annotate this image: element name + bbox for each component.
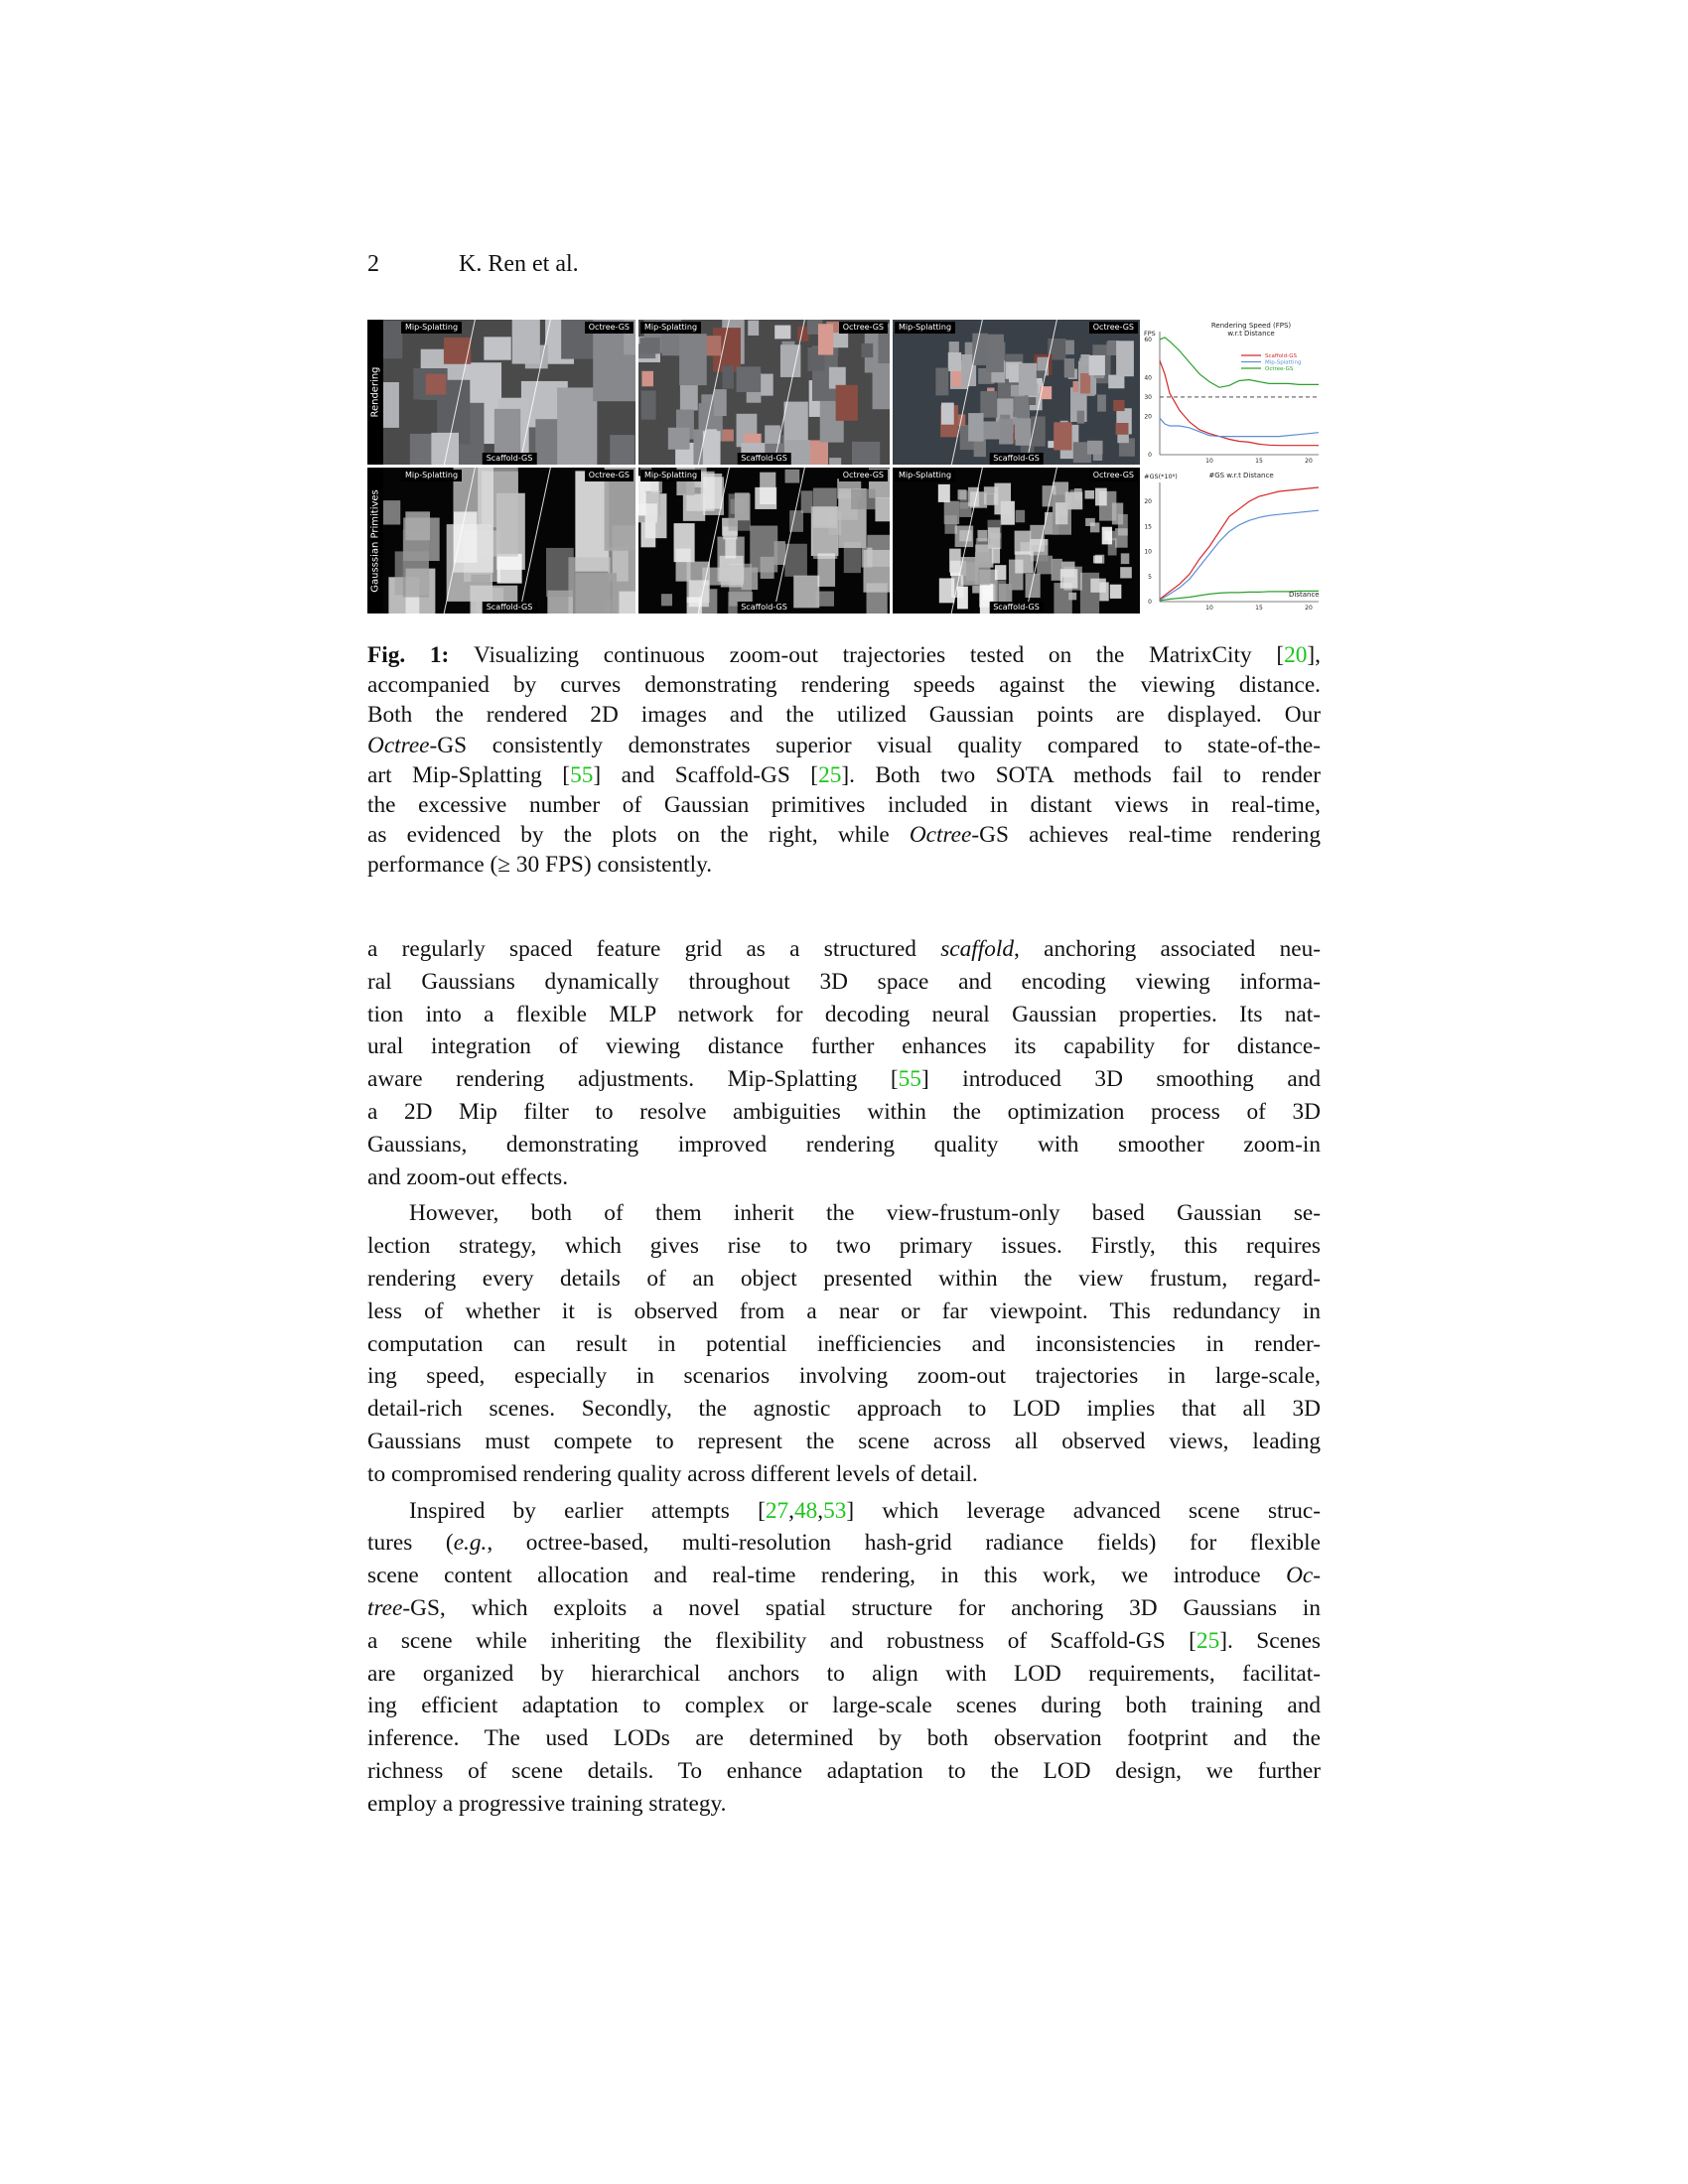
method-tag-scaffold-gs: Scaffold-GS: [737, 453, 791, 465]
text-line: a 2D Mip filter to resolve ambiguities within the optimization process of 3D: [367, 1098, 1321, 1125]
y-tick-label: 60: [1144, 336, 1152, 343]
text-line: Inspired by earlier attempts [27,48,53] which leverage advanced scene struc-: [409, 1497, 1322, 1524]
text-line: a scene while inheriting the flexibility and robustness of Scaffold-GS [25]. Scenes: [367, 1627, 1321, 1654]
running-head-authors: K. Ren et al.: [459, 251, 579, 277]
method-tag-scaffold-gs: Scaffold-GS: [483, 453, 537, 465]
text-line: employ a progressive training strategy.: [367, 1790, 727, 1817]
method-tag-octree-gs: Octree-GS: [1089, 322, 1138, 334]
text-line: a regularly spaced feature grid as a structured scaffold, anchoring associated neu-: [367, 936, 1321, 962]
figure-panel-rendering-far: [893, 320, 1140, 465]
method-tag-scaffold-gs: Scaffold-GS: [483, 602, 537, 614]
text-line: inference. The used LODs are determined by both observation footprint and the: [367, 1725, 1321, 1752]
body-text: [367, 933, 1321, 1825]
method-tag-mip-splatting: Mip-Splatting: [640, 322, 701, 334]
citation-link[interactable]: 48: [793, 1497, 818, 1524]
method-tag-mip-splatting: Mip-Splatting: [895, 322, 955, 334]
text-line: richness of scene details. To enhance adaptation to the LOD design, we further: [367, 1757, 1321, 1784]
figure-panel-primitives-far: [893, 468, 1140, 614]
y-tick-label: 30: [1144, 393, 1152, 401]
text-line: lection strategy, which gives rise to two primary issues. Firstly, this requires: [367, 1233, 1321, 1260]
text-line: scene content allocation and real-time rendering, in this work, we introduce Oc-: [367, 1563, 1321, 1589]
chart-title: Rendering Speed (FPS): [1210, 322, 1292, 330]
x-axis-label: Distance: [1289, 591, 1320, 599]
citation-link[interactable]: 25: [1196, 1627, 1220, 1654]
citation-link[interactable]: 53: [823, 1497, 847, 1524]
figure-panel-rendering-near: [383, 320, 635, 465]
method-tag-octree-gs: Octree-GS: [585, 322, 633, 334]
emphasis: e.g.: [453, 1530, 488, 1557]
text-line: performance (≥ 30 FPS) consistently.: [367, 852, 713, 879]
y-tick-label: 5: [1148, 573, 1152, 581]
text-line: ing efficient adaptation to complex or large-scale scenes during both training and: [367, 1693, 1321, 1719]
text-line: Octree-GS consistently demonstrates superior visual quality compared to state-of-the-: [367, 732, 1321, 758]
text-line: ral Gaussians dynamically throughout 3D space and encoding viewing informa-: [367, 968, 1321, 995]
text-line: art Mip-Splatting [55] and Scaffold-GS [25]. Both two SOTA methods fail to render: [367, 761, 1321, 788]
y-tick-label: 15: [1144, 523, 1152, 531]
text-line: less of whether it is observed from a near or far viewpoint. This redundancy in: [367, 1297, 1321, 1324]
series-line-mip-splatting: [1160, 510, 1319, 600]
chart-subtitle: w.r.t Distance: [1227, 330, 1275, 338]
y-tick-label: 40: [1144, 374, 1152, 382]
text-line: the excessive number of Gaussian primitives included in distant views in real-time,: [367, 792, 1321, 819]
method-tag-scaffold-gs: Scaffold-GS: [989, 453, 1044, 465]
page-number: 2: [367, 251, 379, 277]
y-tick-label: 0: [1148, 452, 1152, 459]
text-line: accompanied by curves demonstrating rendering speeds against the viewing distance.: [367, 672, 1321, 699]
x-tick-label: 10: [1205, 458, 1213, 465]
method-tag-mip-splatting: Mip-Splatting: [895, 470, 955, 481]
text-line: tree-GS, which exploits a novel spatial structure for anchoring 3D Gaussians in: [367, 1594, 1321, 1621]
method-tag-mip-splatting: Mip-Splatting: [640, 470, 701, 481]
paragraph: [367, 1197, 1321, 1490]
citation-link[interactable]: 20: [1284, 642, 1308, 668]
citation-link[interactable]: 55: [898, 1066, 921, 1093]
x-tick-label: 20: [1305, 458, 1313, 465]
text-line: However, both of them inherit the view-frustum-only based Gaussian se-: [409, 1200, 1321, 1227]
text-line: to compromised rendering quality across different levels of detail.: [367, 1460, 978, 1487]
text-line: detail-rich scenes. Secondly, the agnostic approach to LOD implies that all 3D: [367, 1396, 1321, 1423]
y-axis-label: #GS(*10⁶): [1144, 473, 1178, 480]
x-tick-label: 10: [1205, 605, 1213, 612]
text-line: are organized by hierarchical anchors to align with LOD requirements, facilitat-: [367, 1660, 1321, 1687]
y-tick-label: 20: [1144, 413, 1152, 421]
figure-caption: [367, 640, 1321, 881]
text-line: as evidenced by the plots on the right, while Octree-GS achieves real-time rendering: [367, 822, 1321, 849]
y-axis-label: FPS: [1144, 330, 1156, 338]
emphasis: Octree: [367, 732, 430, 758]
series-line-scaffold-gs: [1160, 360, 1319, 446]
method-tag-octree-gs: Octree-GS: [839, 322, 888, 334]
figure-panel-rendering-mid: [638, 320, 890, 465]
text-line: tion into a flexible MLP network for decoding neural Gaussian properties. Its nat-: [367, 1001, 1321, 1027]
emphasis: tree: [367, 1594, 403, 1621]
y-tick-label: 0: [1148, 599, 1152, 606]
figure-panel-primitives-near: [383, 468, 635, 614]
row-label-primitives: Gausssian Primitives: [367, 468, 383, 614]
text-line: computation can result in potential inefficiencies and inconsistencies in render-: [367, 1330, 1321, 1357]
method-tag-scaffold-gs: Scaffold-GS: [989, 602, 1044, 614]
text-line: Gaussians, demonstrating improved rendering quality with smoother zoom-in: [367, 1131, 1321, 1158]
emphasis: scaffold: [940, 936, 1014, 962]
chart-title: #GS w.r.t Distance: [1208, 472, 1274, 479]
text-line: ing speed, especially in scenarios involving zoom-out trajectories in large-scale,: [367, 1363, 1321, 1390]
x-tick-label: 20: [1305, 605, 1313, 612]
series-line-scaffold-gs: [1160, 487, 1319, 600]
citation-link[interactable]: 55: [570, 761, 594, 788]
x-tick-label: 15: [1255, 605, 1263, 612]
method-tag-scaffold-gs: Scaffold-GS: [737, 602, 791, 614]
gs-count-chart: [1142, 465, 1321, 614]
legend-label: Scaffold-GS: [1265, 353, 1297, 359]
figure-panel-primitives-mid: [638, 468, 890, 614]
text-line: rendering every details of an object presented within the view frustum, regard-: [367, 1265, 1321, 1292]
emphasis: Octree: [909, 822, 972, 849]
emphasis: Oc-: [1286, 1563, 1321, 1589]
citation-link[interactable]: 25: [818, 761, 842, 788]
method-tag-octree-gs: Octree-GS: [839, 470, 888, 481]
text-line: tures (e.g., octree-based, multi-resolution hash-grid radiance fields) for flexible: [367, 1530, 1321, 1557]
method-tag-octree-gs: Octree-GS: [1089, 470, 1138, 481]
figure-label: Fig. 1:: [367, 642, 475, 668]
series-line-mip-splatting: [1160, 418, 1319, 436]
text-line: ural integration of viewing distance further enhances its capability for distance-: [367, 1033, 1321, 1060]
text-line: Both the rendered 2D images and the utilized Gaussian points are displayed. Our: [367, 702, 1321, 729]
text-line: Fig. 1: Visualizing continuous zoom-out trajectories tested on the MatrixCity [20],: [367, 642, 1322, 668]
method-tag-mip-splatting: Mip-Splatting: [401, 322, 462, 334]
citation-link[interactable]: 27: [765, 1497, 789, 1524]
method-tag-mip-splatting: Mip-Splatting: [401, 470, 462, 481]
y-tick-label: 20: [1144, 498, 1152, 506]
legend-label: Octree-GS: [1265, 366, 1294, 372]
method-tag-octree-gs: Octree-GS: [585, 470, 633, 481]
figure-1: [367, 320, 1321, 614]
paragraph: [367, 933, 1321, 1193]
text-line: and zoom-out effects.: [367, 1163, 569, 1190]
paragraph: [367, 1495, 1321, 1821]
y-tick-label: 10: [1144, 548, 1152, 556]
text-line: Gaussians must compete to represent the scene across all observed views, leading: [367, 1428, 1321, 1454]
x-tick-label: 15: [1255, 458, 1263, 465]
row-label-rendering: Rendering: [367, 320, 383, 465]
legend-label: Mip-Splatting: [1265, 359, 1302, 366]
text-line: aware rendering adjustments. Mip-Splatting [55] introduced 3D smoothing and: [367, 1066, 1321, 1093]
fps-chart: [1142, 320, 1321, 465]
